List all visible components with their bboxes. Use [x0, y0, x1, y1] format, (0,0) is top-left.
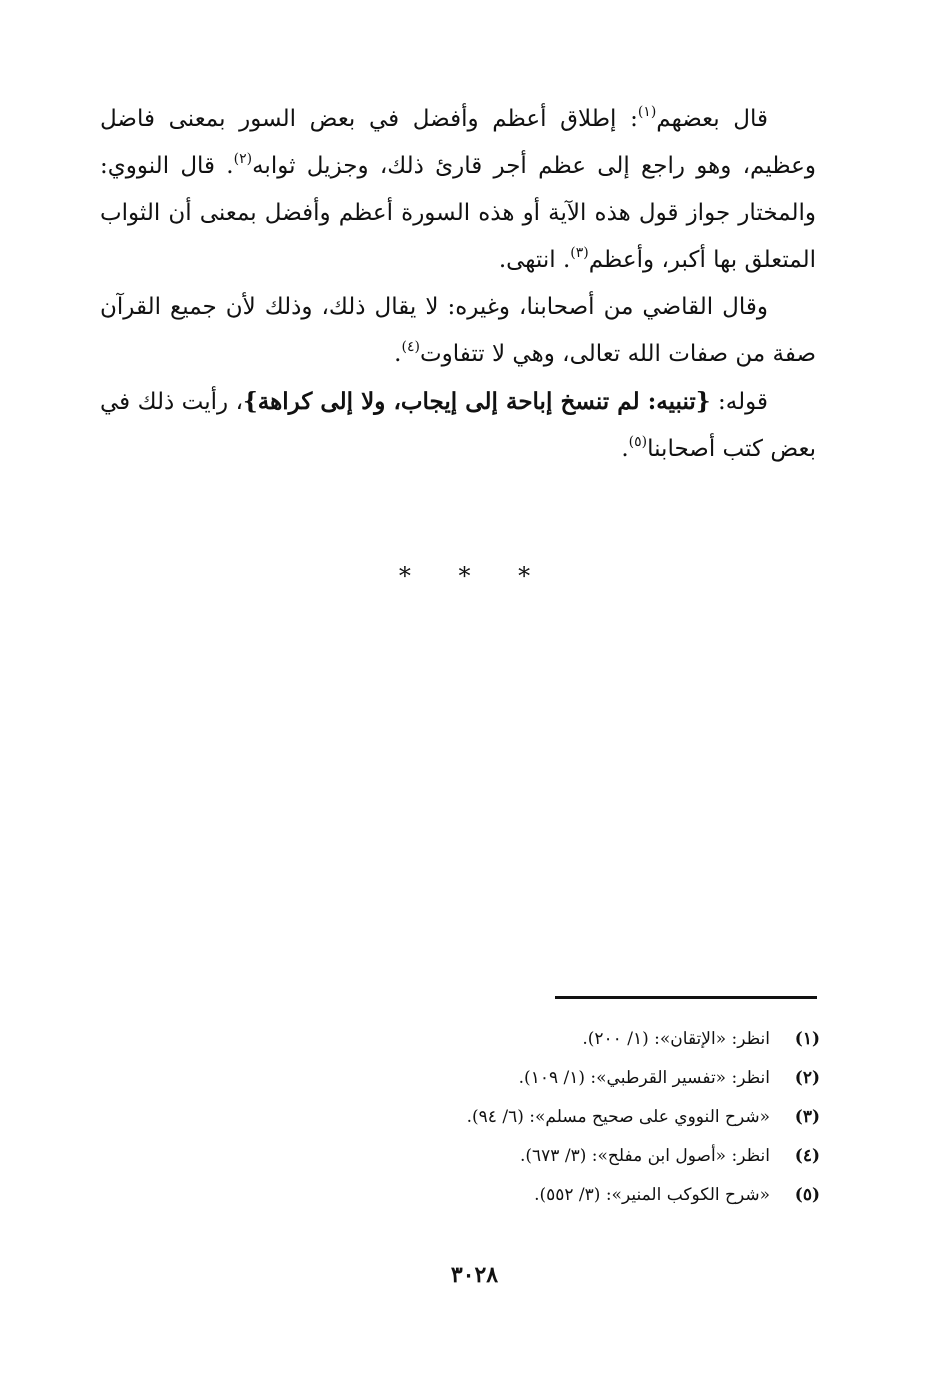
- text-segment: . انتهى.: [498, 247, 571, 273]
- page-number: ٣٠٢٨: [450, 1262, 499, 1288]
- footnote-ref-4[interactable]: (٤): [401, 339, 420, 355]
- footnote-ref-5[interactable]: (٥): [628, 434, 648, 450]
- footnote-item-5: [300, 1176, 820, 1215]
- footnote-item-3: [300, 1098, 820, 1137]
- paragraph-1: [100, 96, 816, 284]
- footnote-number: (٥): [794, 1185, 820, 1205]
- footnote-number: (٢): [794, 1068, 820, 1088]
- footnote-ref-2[interactable]: (٢): [233, 151, 253, 167]
- text-segment: ، رأيت ذلك في بعض كتب أصحابنا: [100, 389, 816, 462]
- footnote-ref-1[interactable]: (١): [637, 104, 657, 120]
- footnote-item-2: [300, 1059, 820, 1098]
- footnote-ref-3[interactable]: (٣): [570, 245, 589, 261]
- text-segment: .: [394, 341, 402, 367]
- text-segment: .: [621, 436, 629, 462]
- footnote-text: انظر: «تفسير القرطبي»: (١/ ١٠٩).: [518, 1068, 770, 1088]
- footnote-number: (١): [794, 1029, 820, 1049]
- footnotes-list: [300, 1020, 820, 1215]
- footnote-text: «شرح النووي على صحيح مسلم»: (٦/ ٩٤).: [466, 1107, 770, 1127]
- quoted-matn-bold: {تنبيه: لم تنسخ إباحة إلى إيجاب، ولا إلى كراهة}: [243, 388, 711, 415]
- footnote-text: انظر: «الإتقان»: (١/ ٢٠٠).: [582, 1029, 770, 1049]
- main-text-body: [100, 96, 816, 473]
- paragraph-3: [100, 378, 816, 473]
- text-segment: وقال القاضي من أصحابنا، وغيره: لا يقال ذلك، وذلك لأن جميع القرآن صفة من صفات الله تعالى، وهي لا تتفاوت: [100, 294, 816, 367]
- footnote-item-1: [300, 1020, 820, 1059]
- footnote-number: (٤): [794, 1146, 820, 1166]
- footnote-item-4: [300, 1137, 820, 1176]
- footnote-number: (٣): [794, 1107, 820, 1127]
- text-segment: : إطلاق أعظم وأفضل في بعض السور بمعنى فاضل وعظيم، وهو راجع إلى عظم أجر قارئ ذلك، وجزيل ثوابه: [100, 106, 816, 179]
- section-separator: * * *: [398, 562, 551, 590]
- footnote-text: «شرح الكوكب المنير»: (٣/ ٥٥٢).: [534, 1185, 770, 1205]
- text-segment: . قال النووي: والمختار جواز قول هذه الآية أو هذه السورة أعظم وأفضل بمعنى أن الثواب المتعلق بها أكبر، وأعظم: [100, 153, 816, 273]
- text-segment: قوله:: [710, 389, 768, 415]
- text-segment: قال بعضهم: [656, 106, 768, 132]
- footnote-divider: [555, 996, 817, 999]
- footnote-text: انظر: «أصول ابن مفلح»: (٣/ ٦٧٣).: [519, 1146, 770, 1166]
- paragraph-2: [100, 284, 816, 378]
